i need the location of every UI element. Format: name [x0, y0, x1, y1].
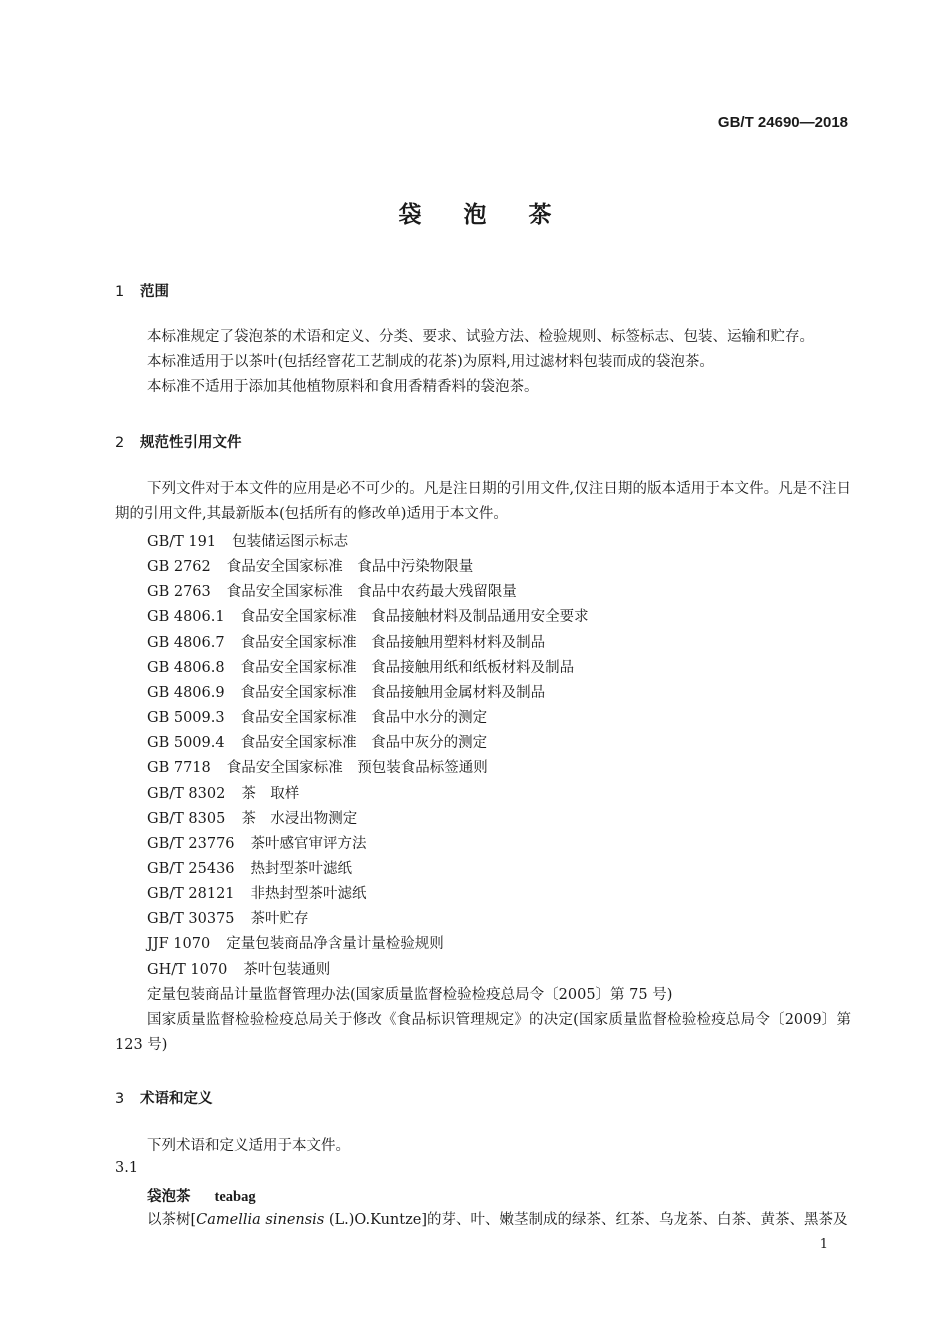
reference-code: GB 4806.1 [147, 609, 225, 626]
reference-item [147, 907, 309, 932]
reference-item [147, 530, 348, 555]
term-en: teabag [214, 1189, 256, 1205]
scope-paragraph: 本标准不适用于添加其他植物原料和食用香精香料的袋泡茶。 [147, 379, 539, 395]
reference-code: GB/T 8302 [147, 785, 226, 802]
reference-title: 食品安全国家标准 食品接触用金属材料及制品 [240, 684, 546, 701]
term-zh: 袋泡茶 [147, 1189, 191, 1205]
reference-code: GB/T 23776 [147, 835, 235, 852]
term-heading [147, 1185, 256, 1206]
reference-title: 茶 取样 [241, 785, 300, 802]
reference-item [147, 681, 545, 706]
reference-title: 茶叶感官审评方法 [250, 835, 367, 852]
reference-code: GB 7718 [147, 760, 211, 777]
reference-code: GB 5009.4 [147, 735, 225, 752]
reference-title: 食品安全国家标准 食品中污染物限量 [226, 559, 474, 576]
reference-title: 非热封型茶叶滤纸 [250, 886, 367, 903]
reference-code: GB 5009.3 [147, 710, 225, 727]
reference-code: GB 4806.8 [147, 659, 225, 676]
standard-code: GB/T 24690—2018 [717, 114, 848, 131]
reference-extra: 国家质量监督检验检疫总局关于修改《食品标识管理规定》的决定(国家质量监督检验检疫总局令〔2009〕第 123 号) [115, 1012, 851, 1053]
term-number: 3.1 [115, 1160, 139, 1176]
reference-item [147, 882, 367, 907]
reference-code: GB/T 191 [147, 534, 217, 550]
scope-paragraph: 本标准规定了袋泡茶的术语和定义、分类、要求、试验方法、检验规则、标签标志、包装、运输和贮存。 [147, 329, 814, 345]
reference-code: JJF 1070 [147, 936, 211, 953]
reference-title: 食品安全国家标准 食品接触材料及制品通用安全要求 [240, 609, 589, 626]
references-intro: 下列文件对于本文件的应用是必不可少的。凡是注日期的引用文件,仅注日期的版本适用于本文件。凡是不注日期的引用文件,其最新版本(包括所有的修改单)适用于本文件。 [115, 481, 851, 522]
reference-code: GB/T 30375 [147, 911, 235, 928]
reference-item [147, 932, 444, 957]
reference-title: 食品安全国家标准 食品接触用塑料材料及制品 [240, 634, 546, 651]
reference-title: 食品安全国家标准 预包装食品标签通则 [226, 760, 488, 777]
reference-item [147, 706, 487, 731]
reference-code: GB 2763 [147, 584, 211, 601]
reference-item [147, 782, 299, 807]
reference-item [147, 807, 357, 832]
reference-title: 茶 水浸出物测定 [241, 810, 358, 827]
reference-item [147, 631, 545, 656]
section-heading-references: 2 规范性引用文件 [115, 435, 242, 451]
reference-item [147, 580, 517, 605]
section-heading-scope: 1 范围 [115, 284, 169, 300]
terms-intro: 下列术语和定义适用于本文件。 [147, 1138, 350, 1154]
reference-item [147, 857, 352, 882]
reference-item [147, 832, 367, 857]
reference-title: 热封型茶叶滤纸 [250, 860, 353, 877]
reference-item [147, 656, 574, 681]
reference-code: GB/T 28121 [147, 886, 235, 903]
page-number: 1 [819, 1237, 828, 1252]
reference-code: GB/T 25436 [147, 860, 235, 877]
reference-extra: 定量包装商品计量监督管理办法(国家质量监督检验检疫总局令〔2005〕第 75 号) [147, 987, 673, 1003]
section-heading-terms: 3 术语和定义 [115, 1091, 213, 1107]
reference-code: GB 2762 [147, 559, 211, 576]
scope-paragraph: 本标准适用于以茶叶(包括经窨花工艺制成的花茶)为原料,用过滤材料包装而成的袋泡茶。 [147, 354, 714, 370]
reference-title: 茶叶贮存 [250, 911, 309, 928]
reference-item [147, 605, 589, 630]
document-title: 袋泡茶 [398, 202, 594, 228]
reference-title: 食品安全国家标准 食品中灰分的测定 [240, 735, 488, 752]
reference-item [147, 756, 488, 781]
reference-code: GB 4806.9 [147, 684, 225, 701]
reference-item [147, 958, 330, 983]
reference-code: GB 4806.7 [147, 634, 225, 651]
reference-title: 定量包装商品净含量计量检验规则 [226, 936, 444, 953]
reference-title: 茶叶包装通则 [243, 961, 331, 978]
reference-title: 食品安全国家标准 食品中农药最大残留限量 [226, 584, 517, 601]
reference-title: 食品安全国家标准 食品中水分的测定 [240, 710, 488, 727]
reference-item [147, 731, 487, 756]
reference-title: 食品安全国家标准 食品接触用纸和纸板材料及制品 [240, 659, 575, 676]
reference-item [147, 555, 473, 580]
reference-code: GH/T 1070 [147, 961, 228, 978]
reference-code: GB/T 8305 [147, 810, 226, 827]
reference-title: 包装储运图示标志 [232, 534, 349, 550]
term-definition: 以茶树[Camellia sinensis (L.)O.Kuntze]的芽、叶、嫩茎制成的绿茶、红茶、乌龙茶、白茶、黄茶、黑茶及 [147, 1212, 848, 1228]
